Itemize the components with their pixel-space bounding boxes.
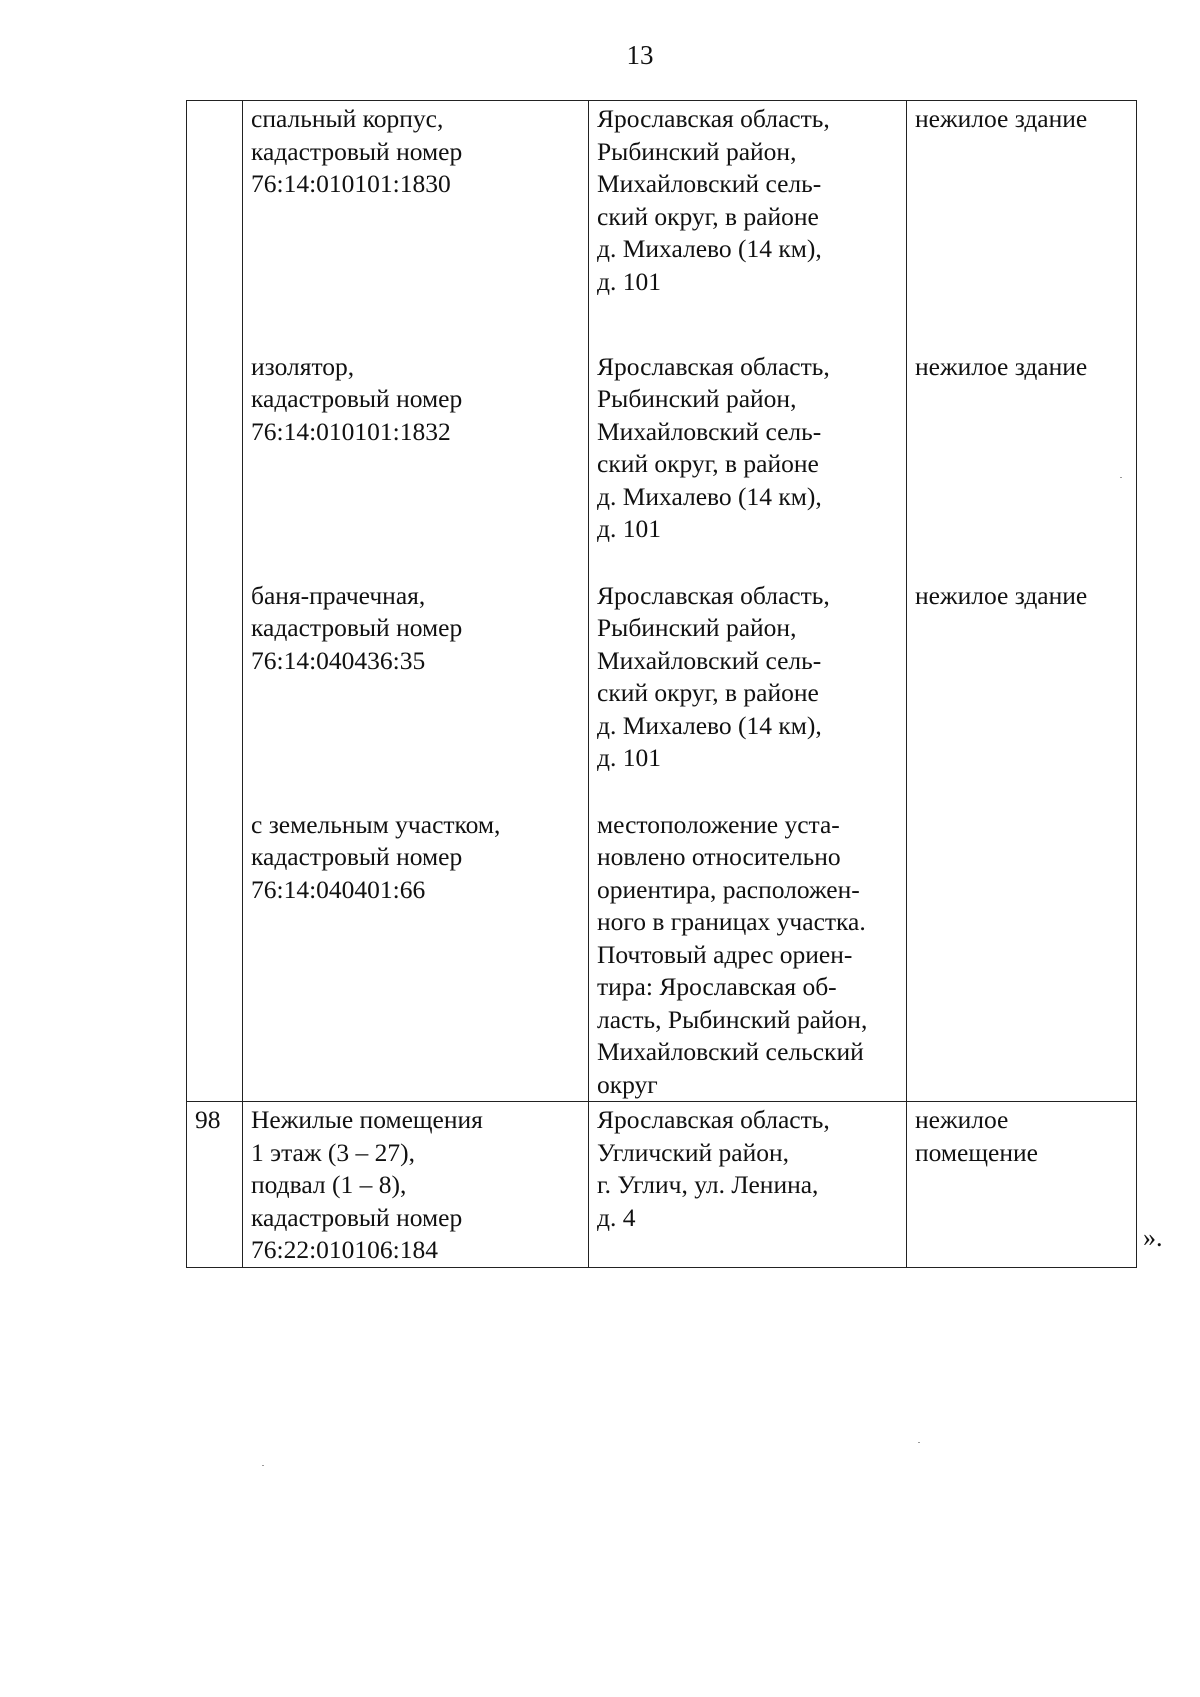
object-cell: баня-прачечная, кадастровый номер 76:14:040436:35 — [243, 546, 589, 775]
row-number-cell — [187, 317, 243, 546]
scan-speck — [262, 1465, 264, 1466]
type-cell: нежилое здание — [907, 101, 1137, 317]
scan-speck — [1120, 477, 1122, 478]
object-cell: спальный корпус, кадастровый номер 76:14:010101:1830 — [243, 101, 589, 317]
type-cell: нежилое здание — [907, 546, 1137, 775]
address-cell: Ярославская область, Угличский район, г. Углич, ул. Ленина, д. 4 — [589, 1102, 907, 1268]
page-number: 13 — [626, 40, 654, 70]
table-row — [187, 317, 1137, 546]
type-cell: нежилое здание — [907, 317, 1137, 546]
address-cell: местоположение уста- новлено относительно ориентира, расположен- ного в границах участка. Почтовый адрес ориен- тира: Ярославская об- ласть, Рыбинский район, Михайловский сельский округ — [589, 775, 907, 1102]
row-number-cell — [187, 546, 243, 775]
row-number-cell — [187, 775, 243, 1102]
address-cell: Ярославская область, Рыбинский район, Михайловский сель- ский округ, в районе д. Михалево (14 км), д. 101 — [589, 101, 907, 317]
scan-speck — [918, 1442, 920, 1443]
object-cell: изолятор, кадастровый номер 76:14:010101:1832 — [243, 317, 589, 546]
table-row — [187, 775, 1137, 1102]
table-row — [187, 1102, 1137, 1268]
address-cell: Ярославская область, Рыбинский район, Михайловский сель- ский округ, в районе д. Михалево (14 км), д. 101 — [589, 546, 907, 775]
type-cell: нежилое помещение — [907, 1102, 1137, 1268]
property-table — [186, 100, 1137, 1268]
row-number-cell: 98 — [187, 1102, 243, 1268]
address-cell: Ярославская область, Рыбинский район, Михайловский сель- ский округ, в районе д. Михалево (14 км), д. 101 — [589, 317, 907, 546]
table-row — [187, 101, 1137, 317]
type-cell — [907, 775, 1137, 1102]
table-row — [187, 546, 1137, 775]
closing-quote-mark: ». — [1143, 1223, 1163, 1252]
object-cell: с земельным участком, кадастровый номер 76:14:040401:66 — [243, 775, 589, 1102]
row-number-cell — [187, 101, 243, 317]
object-cell: Нежилые помещения 1 этаж (3 – 27), подвал (1 – 8), кадастровый номер 76:22:010106:184 — [243, 1102, 589, 1268]
